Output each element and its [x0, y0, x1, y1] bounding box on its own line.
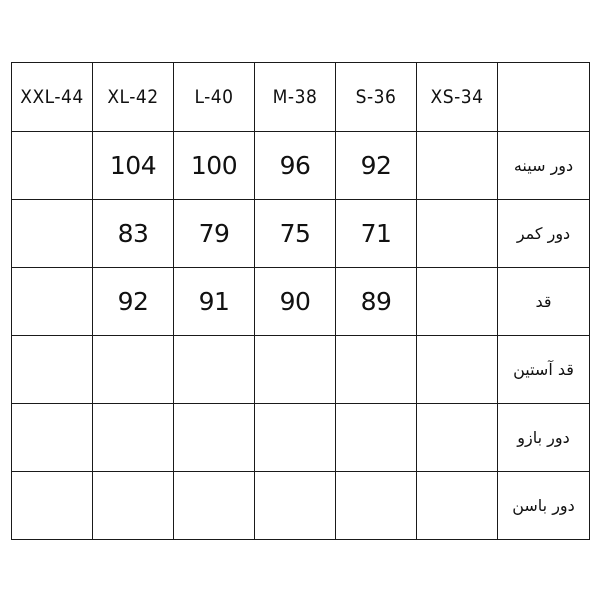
size-header-xxl: XXL-44	[12, 63, 93, 132]
table-row-height	[12, 268, 590, 336]
size-chart-table	[11, 62, 590, 540]
value-cell	[93, 472, 174, 540]
row-label-height: قد	[498, 268, 590, 336]
value-cell	[417, 336, 498, 404]
row-label-arm: دور بازو	[498, 404, 590, 472]
value-cell: 104	[93, 132, 174, 200]
row-label-chest: دور سینه	[498, 132, 590, 200]
value-cell: 79	[174, 200, 255, 268]
row-label-hip: دور باسن	[498, 472, 590, 540]
value-cell	[336, 336, 417, 404]
table-row-hip	[12, 472, 590, 540]
table-row-arm	[12, 404, 590, 472]
value-cell	[417, 132, 498, 200]
header-row	[12, 63, 590, 132]
value-cell	[174, 472, 255, 540]
table-row-chest	[12, 132, 590, 200]
value-cell	[12, 472, 93, 540]
row-label-sleeve: قد آستین	[498, 336, 590, 404]
size-header-m: M-38	[255, 63, 336, 132]
row-label-waist: دور کمر	[498, 200, 590, 268]
value-cell: 96	[255, 132, 336, 200]
value-cell	[12, 404, 93, 472]
value-cell	[255, 472, 336, 540]
value-cell: 100	[174, 132, 255, 200]
value-cell	[12, 200, 93, 268]
value-cell	[12, 268, 93, 336]
value-cell	[417, 472, 498, 540]
size-header-s: S-36	[336, 63, 417, 132]
value-cell: 83	[93, 200, 174, 268]
value-cell: 71	[336, 200, 417, 268]
size-header-xl: XL-42	[93, 63, 174, 132]
value-cell: 89	[336, 268, 417, 336]
value-cell	[336, 472, 417, 540]
value-cell	[255, 404, 336, 472]
value-cell: 75	[255, 200, 336, 268]
table-row-waist	[12, 200, 590, 268]
value-cell	[93, 336, 174, 404]
value-cell	[255, 336, 336, 404]
value-cell	[93, 404, 174, 472]
value-cell	[174, 404, 255, 472]
value-cell: 92	[93, 268, 174, 336]
value-cell	[174, 336, 255, 404]
value-cell	[336, 404, 417, 472]
value-cell	[417, 200, 498, 268]
size-header-xs: XS-34	[417, 63, 498, 132]
size-header-l: L-40	[174, 63, 255, 132]
value-cell	[417, 404, 498, 472]
value-cell	[12, 336, 93, 404]
value-cell	[12, 132, 93, 200]
header-corner-cell	[498, 63, 590, 132]
table-row-sleeve	[12, 336, 590, 404]
value-cell: 90	[255, 268, 336, 336]
value-cell: 92	[336, 132, 417, 200]
value-cell	[417, 268, 498, 336]
value-cell: 91	[174, 268, 255, 336]
